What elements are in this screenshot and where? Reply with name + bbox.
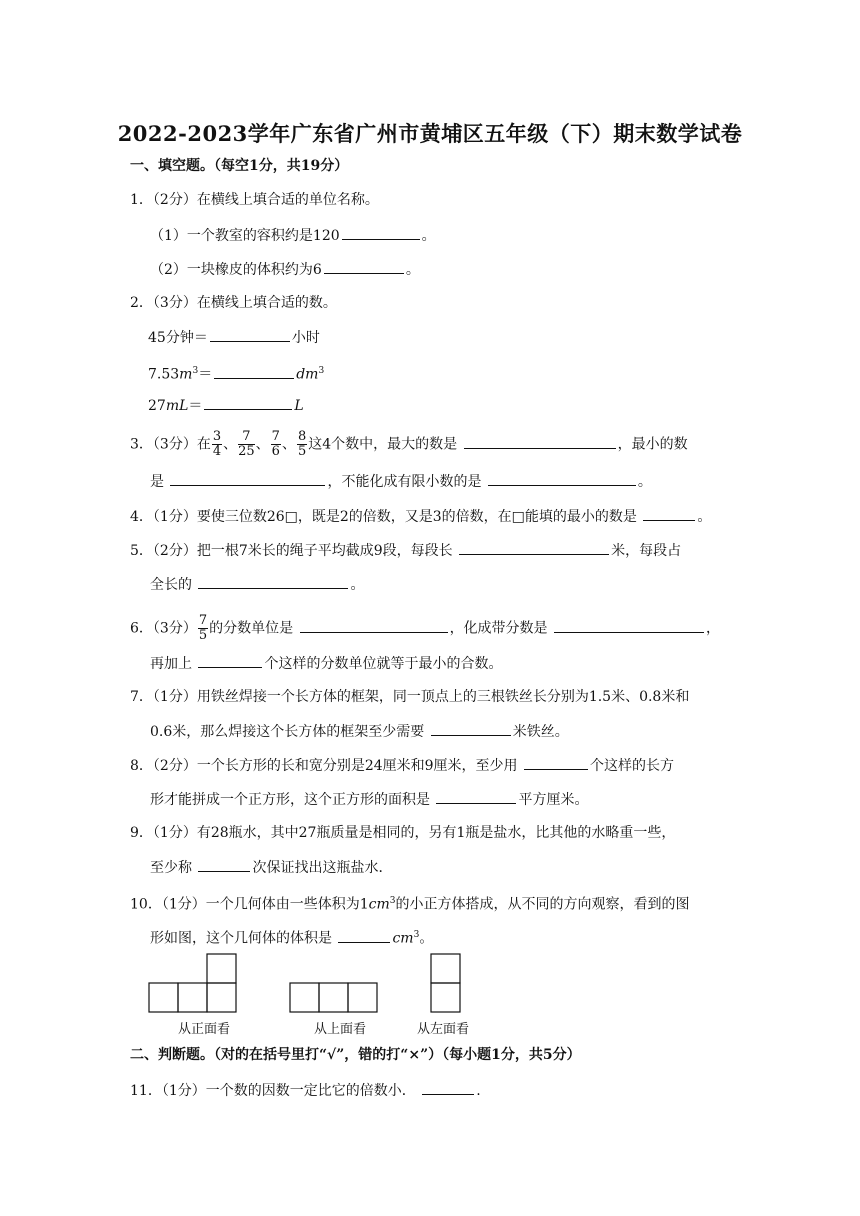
answer-blank[interactable] [524, 755, 588, 770]
cube-square [319, 983, 348, 1012]
front-view-figure [148, 952, 240, 1014]
answer-blank[interactable] [204, 395, 292, 410]
cube-square [431, 983, 460, 1012]
section-heading-true-false: 二、判断题。（对的在括号里打“√”，错的打“×”）（每小题1分，共5分） [130, 1047, 581, 1063]
question-2-stem: 2．（3分）在横线上填合适的数。 [130, 295, 337, 311]
question-10-line-1: 10．（1分）一个几何体由一些体积为$1cm^3$的小正方体搭成，从不同的方向观察，看到的图 [130, 896, 690, 913]
question-2-part-2: $7.53m^3= dm^3$ [148, 361, 324, 385]
cube-square [207, 983, 236, 1012]
question-3-line-1: 3．（3分）在 $\frac{3}{4}$ 、 $\frac{7}{25}$ 、 $\frac{7}{6}$ 、 $\frac{8}{5}$ 这4个数中，最大的数是 ，最小的数 [130, 429, 688, 459]
cube-square [348, 983, 377, 1012]
answer-blank[interactable] [422, 1080, 474, 1095]
question-8-line-1: 8．（2分）一个长方形的长和宽分别是24厘米和9厘米，至少用 个这样的长方 [130, 755, 674, 776]
question-1-part-1: （1）一个教室的容积约是120 。 [150, 225, 436, 246]
left-view-caption: 从左面看 [417, 1022, 470, 1037]
fraction: $\frac{3}{4}$ [212, 429, 222, 459]
question-6-line-2: 再加上 个这样的分数单位就等于最小的合数。 [150, 653, 502, 674]
question-5-line-1: 5．（2分）把一根7米长的绳子平均截成9段，每段长 米，每段占 [130, 540, 681, 561]
question-7-line-1: 7．（1分）用铁丝焊接一个长方体的框架，同一顶点上的三根铁丝长分别为1.5米、0.8米和 [130, 689, 690, 705]
answer-blank[interactable] [554, 618, 704, 633]
question-5-line-2: 全长的 。 [150, 574, 364, 595]
answer-blank[interactable] [488, 471, 636, 486]
question-9-line-1: 9．（1分）有28瓶水，其中27瓶质量是相同的，另有1瓶是盐水，比其他的水略重一些， [130, 825, 676, 841]
left-view-figure [429, 952, 463, 1014]
answer-blank[interactable] [464, 434, 616, 449]
section-heading-fill-blank: 一、填空题。（每空1分，共19分） [130, 158, 349, 174]
question-2-part-3: 27mL＝ L [148, 395, 304, 416]
fraction: $\frac{8}{5}$ [297, 429, 307, 459]
answer-blank[interactable] [210, 327, 290, 342]
question-1-stem: 1．（2分）在横线上填合适的单位名称。 [130, 192, 379, 208]
answer-blank[interactable] [214, 364, 294, 379]
question-8-line-2: 形才能拼成一个正方形，这个正方形的面积是 平方厘米。 [150, 789, 588, 810]
page-title: 2022-2023学年广东省广州市黄埔区五年级（下）期末数学试卷 [117, 121, 743, 146]
fraction: $\frac{7}{6}$ [271, 429, 280, 459]
answer-blank[interactable] [198, 653, 262, 668]
question-11: 11．（1分）一个数的因数一定比它的倍数小． . [130, 1080, 481, 1101]
fraction: $\frac{7}{25}$ [238, 429, 255, 459]
cube-square [207, 954, 236, 983]
question-2-part-1: 45分钟＝ 小时 [148, 327, 320, 348]
answer-blank[interactable] [436, 789, 516, 804]
answer-blank[interactable] [459, 540, 609, 555]
cube-square [149, 983, 178, 1012]
cube-square [431, 954, 460, 983]
question-4: 4．（1分）要使三位数26□，既是2的倍数，又是3的倍数，在□能填的最小的数是 。 [130, 506, 711, 527]
question-6-line-1: 6．（3分） $\frac{7}{5}$ 的分数单位是 ，化成带分数是 ， [130, 613, 721, 643]
top-view-caption: 从上面看 [314, 1022, 367, 1037]
answer-blank[interactable] [431, 721, 511, 736]
answer-blank[interactable] [342, 225, 420, 240]
answer-blank[interactable] [324, 259, 404, 274]
fraction: $\frac{7}{5}$ [198, 613, 208, 643]
answer-blank[interactable] [170, 471, 325, 486]
question-10-line-2: 形如图，这个几何体的体积是 $cm^3$。 [150, 925, 433, 949]
cube-square [290, 983, 319, 1012]
answer-blank[interactable] [643, 506, 695, 521]
question-9-line-2: 至少称 次保证找出这瓶盐水． [150, 857, 392, 878]
front-view-caption: 从正面看 [178, 1022, 231, 1037]
question-1-part-2: （2）一块橡皮的体积约为6 。 [150, 259, 420, 280]
question-3-line-2: 是 ，不能化成有限小数的是 。 [150, 471, 652, 492]
answer-blank[interactable] [338, 928, 390, 943]
top-view-figure [289, 981, 381, 1014]
question-7-line-2: 0.6米，那么焊接这个长方体的框架至少需要 米铁丝。 [150, 721, 569, 742]
cube-square [178, 983, 207, 1012]
answer-blank[interactable] [300, 618, 448, 633]
answer-blank[interactable] [198, 857, 250, 872]
answer-blank[interactable] [198, 574, 348, 589]
